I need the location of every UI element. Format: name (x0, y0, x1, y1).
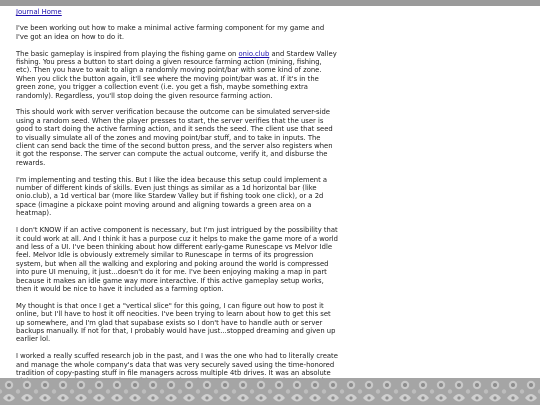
onio-club-link[interactable]: onio.club (238, 49, 270, 58)
ornament-pattern-icon (0, 378, 540, 405)
paragraph-7: I worked a really scuffed research job in the past, and I was the one who had to literally create and manage the whole company's data that was very securely saved using the time-honored tradition of copy-pasting stuff in file managers across multiple 4tb drives. It was an absolute (16, 352, 338, 377)
journal-home-link[interactable]: Journal Home (16, 8, 62, 16)
paragraph-2 (16, 50, 338, 100)
paragraph-2-lead: The basic gameplay is inspired from playing the fishing game on (16, 49, 239, 58)
decorative-footer-pattern (0, 378, 540, 405)
paragraph-6: My thought is that once I get a "vertical slice" for this going, I can figure out how to post it online, but I'll have to host it off neocities. I've been trying to learn about how to get this set up somewhere, and I'm glad that supabase exists so I don't have to handle auth or server backups manually. If not for that, I probably would have just...stopped dreaming and given up earlier lol. (16, 301, 336, 344)
paragraph-4: I'm implementing and testing this. But I like the idea because this setup could implement a number of different kinds of skills. Even just things as similar as a 1d horizontal bar (like onio.club), a 1d vertical bar (more like Stardew Valley but if fishing took one click), or a 2d space (imagine a pickaxe point moving around and aligning towards a green area on a heatmap). (16, 175, 328, 218)
paragraph-2-rest: and Stardew Valley fishing. You press a button to start doing a given resource farming action (mining, fishing, etc). Then you have to wait to align a randomly moving point/bar with some kind of zone. When you click the button again, it'll see where the moving point/bar was at. If it's in the green zone, you trigger a collection event (i.e. you get a fish, maybe something extra randomly). Regardless, you'll stop doing the given resource farming action. (16, 49, 337, 100)
paragraph-5: I don't KNOW if an active component is necessary, but I'm just intrigued by the possibility that it could work at all. And I think it has a purpose cuz it helps to make the game more of a world and less of a UI. I've been thinking about how different early-game Runescape vs Melvor Idle feel. Melvor Idle is obviously extremely similar to Runescape in terms of its progression system, but when all the walking and exploring and poking around the world is compressed into pure UI menuing, it just...doesn't do it for me. I've been enjoying making a map in part because it makes an idle game way more interactive. If this active gameplay setup works, then it would be nice to have it included as a farming option. (16, 226, 338, 293)
journal-entry (16, 6, 338, 378)
paragraph-1: I've been working out how to make a minimal active farming component for my game and I've got an idea on how to do it. (16, 24, 325, 41)
paragraph-3: This should work with server verification because the outcome can be simulated server-side using a random seed. When the player presses to start, the server verifies that the user is good to start doing the active farming action, and it sends the seed. The client use that seed to visually simulate all of the zones and moving point/bar stuff, and to take in inputs. The client can send back the time of the second button press, and the server also registers when it got the response. The server can compute the actual outcome, verify it, and disburse the rewards. (16, 108, 333, 167)
